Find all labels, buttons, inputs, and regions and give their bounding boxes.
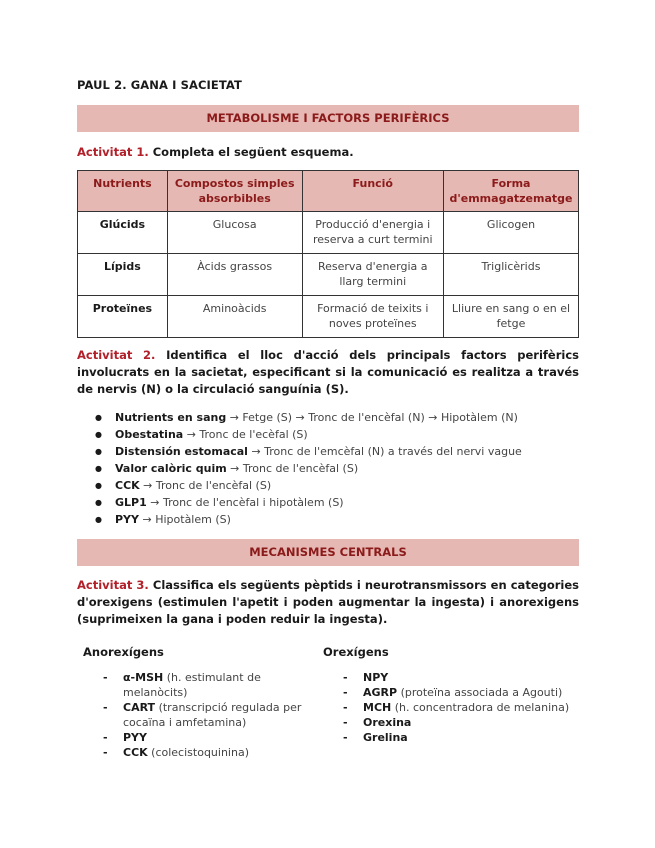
table-cell: Producció d'energia i reserva a curt termini xyxy=(302,212,443,254)
peripheral-factors-list xyxy=(95,409,522,528)
list-item: ● Valor calòric quim → Tronc de l'encèfal (S) xyxy=(95,460,522,477)
table-cell: Formació de teixits i noves proteïnes xyxy=(302,296,443,338)
table-cell: Reserva d'energia a llarg termini xyxy=(302,254,443,296)
activity-2-text: Identifica el lloc d'acció dels principals factors perifèrics involucrats en la sacietat, especificant si la comunicació es realitza a través de nervis (N) o la circulació sanguínia (S). xyxy=(77,348,579,396)
section-header-peripheral: METABOLISME I FACTORS PERIFÈRICS xyxy=(77,105,579,132)
activity-3-label: Activitat 3. xyxy=(77,578,149,592)
list-item: ● Nutrients en sang → Fetge (S) → Tronc de l'encèfal (N) → Hipotàlem (N) xyxy=(95,409,522,426)
orexigens-list xyxy=(343,670,593,745)
list-item: - α-MSH (h. estimulant de melanòcits) xyxy=(103,671,261,699)
activity-3-text: Classifica els següents pèptids i neurotransmissors en categories d'orexigens (estimulen l'apetit i poden augmentar la ingesta) i anorexigens (suprimeixen la gana i poden reduir la ingesta). xyxy=(77,578,580,626)
list-item: - Grelina xyxy=(343,731,408,744)
document-title: PAUL 2. GANA I SACIETAT xyxy=(77,78,242,92)
table-cell: Lliure en sang o en el fetge xyxy=(444,296,579,338)
orexigens-heading: Orexígens xyxy=(323,645,389,659)
table-row xyxy=(78,254,579,296)
list-item: ● Distensión estomacal → Tronc de l'emcèfal (N) a través del nervi vague xyxy=(95,443,522,460)
list-item: - CCK (colecistoquinina) xyxy=(103,746,249,759)
list-item: - AGRP (proteïna associada a Agouti) xyxy=(343,686,563,699)
list-item: ● CCK → Tronc de l'encèfal (S) xyxy=(95,477,522,494)
table-cell: Glicogen xyxy=(444,212,579,254)
nutrients-table xyxy=(77,170,579,338)
list-item: ● Obestatina → Tronc de l'ecèfal (S) xyxy=(95,426,522,443)
section-header-central: MECANISMES CENTRALS xyxy=(77,539,579,566)
table-header: Funció xyxy=(302,171,443,212)
activity-1-label: Activitat 1. xyxy=(77,145,149,159)
table-cell: Proteïnes xyxy=(78,296,168,338)
table-cell: Aminoàcids xyxy=(167,296,302,338)
activity-2-label: Activitat 2. xyxy=(77,348,156,362)
table-cell: Triglicèrids xyxy=(444,254,579,296)
activity-1 xyxy=(77,144,579,161)
table-header: Forma d'emmagatzematge xyxy=(444,171,579,212)
table-row xyxy=(78,296,579,338)
anorexigens-heading: Anorexígens xyxy=(83,645,164,659)
table-row xyxy=(78,212,579,254)
table-header: Nutrients xyxy=(78,171,168,212)
anorexigens-list xyxy=(103,670,313,760)
list-item: - CART (transcripció regulada per cocaïna i amfetamina) xyxy=(103,701,302,729)
table-header: Compostos simples absorbibles xyxy=(167,171,302,212)
list-item: ● PYY → Hipotàlem (S) xyxy=(95,511,522,528)
list-item: - PYY xyxy=(103,731,147,744)
activity-1-text: Completa el següent esquema. xyxy=(148,145,354,159)
activity-3 xyxy=(77,577,579,628)
list-item: - MCH (h. concentradora de melanina) xyxy=(343,701,570,714)
table-cell: Lípids xyxy=(78,254,168,296)
table-cell: Àcids grassos xyxy=(167,254,302,296)
list-item: ● GLP1 → Tronc de l'encèfal i hipotàlem (S) xyxy=(95,494,522,511)
table-cell: Glucosa xyxy=(167,212,302,254)
list-item: - Orexina xyxy=(343,716,412,729)
table-cell: Glúcids xyxy=(78,212,168,254)
table-header-row xyxy=(78,171,579,212)
list-item: - NPY xyxy=(343,671,389,684)
activity-2 xyxy=(77,347,579,398)
